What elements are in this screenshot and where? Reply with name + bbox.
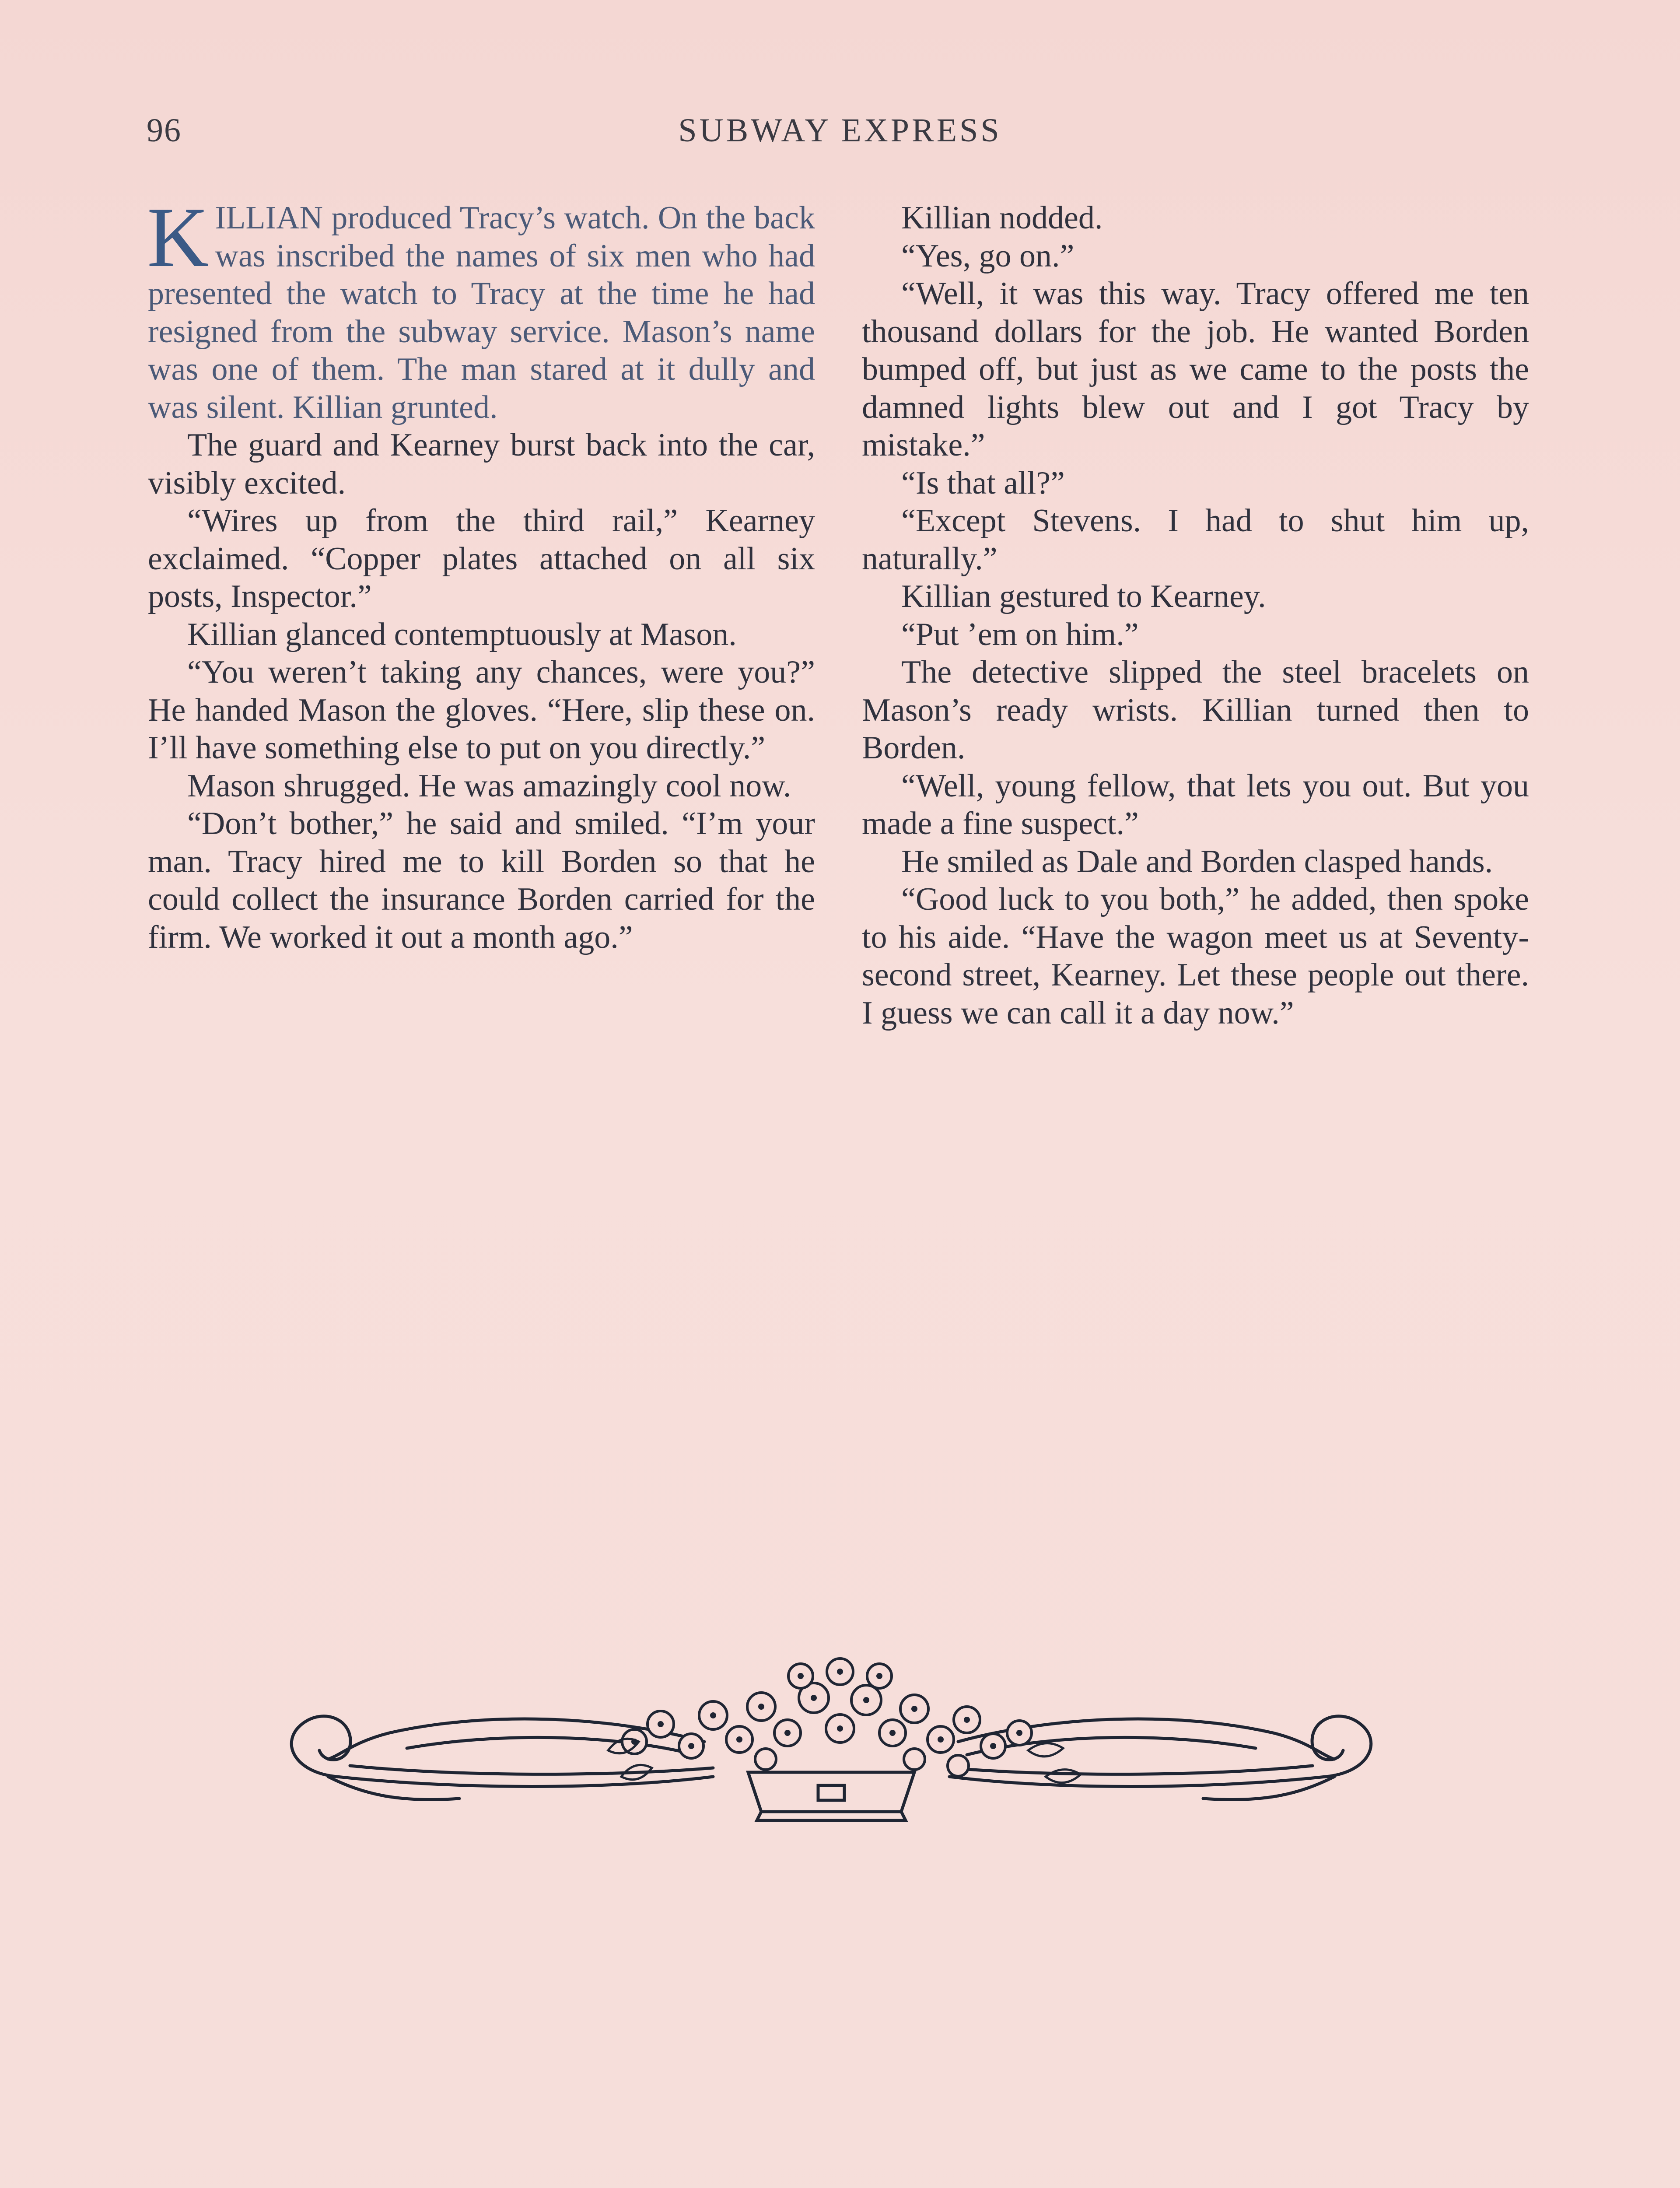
paragraph: “Yes, go on.” [901, 238, 1074, 274]
paragraph: The detective slipped the steel bracelets on Mason’s ready wrists. Killian turned then to Borden. [862, 654, 1529, 766]
paragraph: “Good luck to you both,” he added, then spoke to his aide. “Have the wagon meet us at Seventy-second street, Kearney. Let these people out there. I guess we can call it a day now.” [862, 881, 1529, 1031]
paragraph: The guard and Kearney burst back into the car, visibly excited. [148, 427, 815, 501]
paragraph: Killian gestured to Kearney. [901, 579, 1266, 614]
paragraph: “Well, young fellow, that lets you out. But you made a fine suspect.” [862, 768, 1529, 842]
running-title: SUBWAY EXPRESS [678, 112, 1002, 149]
paragraph: “You weren’t taking any chances, were you?” He handed Mason the gloves. “Here, slip these on. I’ll have something else to put on you directly.” [148, 654, 815, 766]
paragraph: “Wires up from the third rail,” Kearney exclaimed. “Copper plates attached on all six posts, Inspector.” [148, 503, 815, 614]
paragraph: “Put ’em on him.” [901, 616, 1139, 652]
paragraph: “Is that all?” [901, 465, 1065, 501]
paragraph: Killian glanced contemptuously at Mason. [187, 616, 737, 652]
paragraph: Mason shrugged. He was amazingly cool now. [187, 768, 791, 804]
right-column [862, 199, 1529, 1032]
paragraph: “Don’t bother,” he said and smiled. “I’m your man. Tracy hired me to kill Borden so that he could collect the insurance Borden carried for the firm. We worked it out a month ago.” [148, 806, 815, 955]
paragraph: “Except Stevens. I had to shut him up, naturally.” [862, 503, 1529, 577]
left-column [147, 190, 815, 956]
opening-paragraph [147, 190, 815, 426]
page-number: 96 [147, 112, 182, 149]
floral-ornament-icon [276, 1645, 1387, 1834]
opening-paragraph-text: ILLIAN produced Tracy’s watch. On the back was inscribed the names of six men who had presented the watch to Tracy at the time he had resigned from the subway service. Mason’s name was one of them. The man stared at it dully and was silent. Killian grunted. [148, 200, 815, 425]
paragraph: Killian nodded. [901, 200, 1103, 236]
paragraph: “Well, it was this way. Tracy offered me ten thousand dollars for the job. He wanted Borden bumped off, but just as we came to the posts the damned lights blew out and I got Tracy by mistake.” [862, 276, 1529, 463]
drop-cap: K [147, 190, 209, 285]
page-header [147, 112, 1533, 164]
paragraph: He smiled as Dale and Borden clasped hands. [901, 843, 1493, 880]
